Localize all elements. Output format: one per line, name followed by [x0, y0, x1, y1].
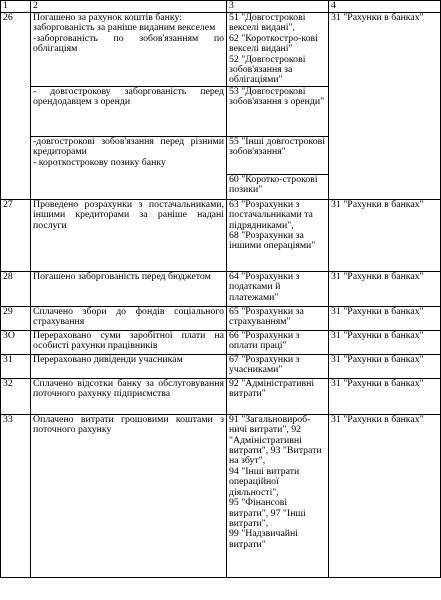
- debit-account-cell: 92 "Адміністративні витрати": [227, 378, 329, 414]
- operation-cell: Оплачено витрати грошовими коштами з поточного рахунку: [31, 414, 227, 577]
- credit-account-cell: 31 "Рахунки в банках": [329, 13, 441, 200]
- header-cell: 4: [329, 1, 441, 13]
- debit-account-cell: 64 "Розрахунки з податками й платежами": [227, 271, 329, 306]
- operation-cell: Сплачено збори до фондів соціального страхування: [31, 306, 227, 330]
- operation-cell: Погашено заборгованість перед бюджетом: [31, 271, 227, 306]
- row-number: 27: [1, 199, 31, 271]
- header-cell: 2: [31, 1, 227, 13]
- header-cell: 3: [227, 1, 329, 13]
- operation-cell: Перераховано суми заробітної плати на особисті рахунки працівників: [31, 330, 227, 354]
- table-row: [1, 414, 441, 577]
- operation-cell: - довгострокову заборгованість перед орендодавцем з оренди: [31, 86, 227, 136]
- row-number: 29: [1, 306, 31, 330]
- credit-account-cell: 31 "Рахунки в банках": [329, 271, 441, 306]
- debit-account-cell: 67 "Розрахунки з учасниками": [227, 354, 329, 378]
- row-number: 31: [1, 354, 31, 378]
- credit-account-cell: 31 "Рахунки в банках": [329, 199, 441, 271]
- row-number: 3О: [1, 330, 31, 354]
- debit-account-cell: 55 "Інші довгострокові зобов'язання": [227, 136, 329, 174]
- table-row: [1, 199, 441, 271]
- header-cell: 1: [1, 1, 31, 13]
- table-row: [1, 271, 441, 306]
- credit-account-cell: 31 "Рахунки в банках": [329, 414, 441, 577]
- operation-cell: Погашено за рахунок коштів банку: заборгованість за раніше виданим векселем -заборгованість по зобов'язанням по облігаціям: [31, 13, 227, 87]
- operation-cell: Сплачено відсотки банку за обслуговування поточного рахунку підприємства: [31, 378, 227, 414]
- credit-account-cell: 31 "Рахунки в банках": [329, 306, 441, 330]
- table-row: [1, 378, 441, 414]
- credit-account-cell: 31 "Рахунки в банках": [329, 330, 441, 354]
- row-number: 33: [1, 414, 31, 577]
- operation-cell: Проведено розрахунки з постачальниками, іншими кредиторами за раніше надані послуги: [31, 199, 227, 271]
- debit-account-cell: 53 "Довгострокові зобов'язання з оренди": [227, 86, 329, 136]
- credit-account-cell: 31 "Рахунки в банках": [329, 378, 441, 414]
- debit-account-cell: 91 "Загальновироб-ничі витрати", 92 "Адміністративні витрати", 93 "Витрати на збут", 94 "Інші витрати операційної діяльності", 95 "Фінансові витрати", 97 "Інші витрати", 99 "Надзвичайні витрати": [227, 414, 329, 577]
- credit-account-cell: 31 "Рахунки в банках": [329, 354, 441, 378]
- table-row: [1, 306, 441, 330]
- row-number: 32: [1, 378, 31, 414]
- debit-account-cell: 65 "Розрахунки за страхуванням": [227, 306, 329, 330]
- row-number: 28: [1, 271, 31, 306]
- operation-cell: -довгострокові зобов'язання перед різними кредиторами - короткострокову позику банку: [31, 136, 227, 199]
- row-number: 26: [1, 13, 31, 200]
- debit-account-cell: 66 "Розрахунки з оплати праці": [227, 330, 329, 354]
- table-row: [1, 354, 441, 378]
- header-row: [1, 1, 441, 13]
- debit-account-cell: 51 "Довгострокові векселі видані", 62 "Короткостро-кові векселі видані" 52 "Довгострокові зобов'язання за облігаціями": [227, 13, 329, 87]
- debit-account-cell: 63 "Розрахунки з постачальниками та підрядниками", 68 "Розрахунки за іншими операціями": [227, 199, 329, 271]
- table-row: [1, 330, 441, 354]
- operation-cell: Перераховано дивіденди учасникам: [31, 354, 227, 378]
- table-row: [1, 13, 441, 87]
- debit-account-cell: 60 "Коротко-строкові позики": [227, 174, 329, 199]
